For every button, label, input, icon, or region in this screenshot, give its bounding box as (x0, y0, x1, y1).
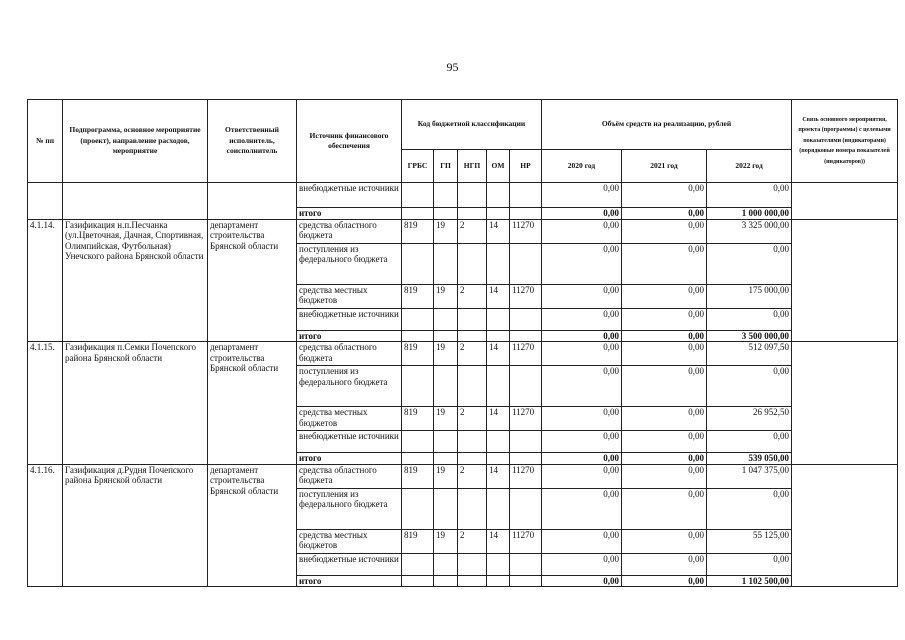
gp-cell: 19 (434, 464, 458, 488)
source-cell: средства местных бюджетов (297, 529, 402, 553)
gp-cell (434, 575, 458, 587)
value-2020: 0,00 (542, 366, 622, 407)
page-number: 95 (446, 60, 459, 74)
value-2020: 0,00 (542, 431, 622, 453)
value-2022: 0,00 (707, 553, 792, 575)
value-2021: 0,00 (622, 553, 707, 575)
gp-cell (434, 243, 458, 284)
grbs-cell (402, 308, 434, 330)
source-cell: средства областного бюджета (297, 219, 402, 243)
ngp-cell: 2 (458, 407, 487, 431)
grbs-cell: 819 (402, 529, 434, 553)
grbs-cell (402, 366, 434, 407)
table-row (28, 183, 898, 208)
value-2022: 55 125,00 (707, 529, 792, 553)
ngp-cell (458, 308, 487, 330)
gp-cell (434, 431, 458, 453)
item-name: Газификация п.Семки Почепского района Брянской области (63, 342, 208, 465)
header-nr: НР (510, 150, 542, 183)
value-2022: 0,00 (707, 431, 792, 453)
value-2020: 0,00 (542, 407, 622, 431)
gp-cell (434, 183, 458, 208)
header-budget-code: Код бюджетной классификации (402, 100, 542, 150)
gp-cell (434, 453, 458, 465)
om-cell (487, 575, 510, 587)
value-2020: 0,00 (542, 208, 622, 220)
om-cell (487, 208, 510, 220)
source-cell: внебюджетные источники (297, 183, 402, 208)
nr-cell (510, 308, 542, 330)
om-cell (487, 553, 510, 575)
header-ngp: НГП (458, 150, 487, 183)
source-cell: поступления из федерального бюджета (297, 366, 402, 407)
ngp-cell: 2 (458, 284, 487, 308)
item-responsible: департамент строительства Брянской области (208, 464, 297, 587)
header-responsible: Ответственный исполнитель, соисполнитель (208, 100, 297, 183)
value-2022: 1 000 000,00 (707, 208, 792, 220)
grbs-cell (402, 183, 434, 208)
header-2021: 2021 год (622, 150, 707, 183)
value-2020: 0,00 (542, 453, 622, 465)
table-row (28, 219, 898, 243)
header-num: № пп (28, 100, 63, 183)
nr-cell: 11270 (510, 407, 542, 431)
header-gp: ГП (434, 150, 458, 183)
grbs-cell (402, 453, 434, 465)
grbs-cell (402, 488, 434, 529)
source-cell: средства областного бюджета (297, 464, 402, 488)
value-2020: 0,00 (542, 342, 622, 366)
value-2022: 175 000,00 (707, 284, 792, 308)
om-cell (487, 366, 510, 407)
nr-cell: 11270 (510, 464, 542, 488)
table-row (28, 464, 898, 488)
name-cell (63, 183, 208, 220)
nr-cell (510, 330, 542, 342)
gp-cell (434, 553, 458, 575)
value-2021: 0,00 (622, 431, 707, 453)
value-2022: 0,00 (707, 183, 792, 208)
item-number: 4.1.16. (28, 464, 63, 587)
item-responsible: департамент строительства Брянской области (208, 342, 297, 465)
item-responsible: департамент строительства Брянской области (208, 219, 297, 342)
value-2020: 0,00 (542, 464, 622, 488)
om-cell (487, 243, 510, 284)
ngp-cell: 2 (458, 342, 487, 366)
grbs-cell (402, 330, 434, 342)
link-cell (792, 464, 898, 587)
om-cell (487, 330, 510, 342)
source-cell: итого (297, 453, 402, 465)
value-2020: 0,00 (542, 183, 622, 208)
grbs-cell (402, 208, 434, 220)
value-2021: 0,00 (622, 308, 707, 330)
header-source: Источник финансового обеспечения (297, 100, 402, 183)
header-2020: 2020 год (542, 150, 622, 183)
gp-cell: 19 (434, 407, 458, 431)
om-cell: 14 (487, 219, 510, 243)
value-2022: 0,00 (707, 308, 792, 330)
value-2020: 0,00 (542, 243, 622, 284)
om-cell: 14 (487, 464, 510, 488)
source-cell: итого (297, 575, 402, 587)
value-2022: 26 952,50 (707, 407, 792, 431)
value-2021: 0,00 (622, 488, 707, 529)
om-cell (487, 488, 510, 529)
grbs-cell (402, 553, 434, 575)
nr-cell: 11270 (510, 529, 542, 553)
gp-cell: 19 (434, 529, 458, 553)
value-2022: 3 325 000,00 (707, 219, 792, 243)
grbs-cell (402, 575, 434, 587)
grbs-cell: 819 (402, 464, 434, 488)
ngp-cell (458, 330, 487, 342)
nr-cell (510, 208, 542, 220)
source-cell: средства областного бюджета (297, 342, 402, 366)
value-2021: 0,00 (622, 243, 707, 284)
om-cell: 14 (487, 284, 510, 308)
grbs-cell (402, 243, 434, 284)
item-name: Газификация н.п.Песчанка (ул.Цветочная, Дачная, Спортивная, Олимпийская, Футбольная) Унечского района Брянской области (63, 219, 208, 342)
value-2020: 0,00 (542, 330, 622, 342)
nr-cell (510, 366, 542, 407)
om-cell (487, 308, 510, 330)
gp-cell (434, 366, 458, 407)
header-volume: Объём средств на реализацию, рублей (542, 100, 792, 150)
gp-cell (434, 488, 458, 529)
item-name: Газификация д.Рудня Почепского района Брянской области (63, 464, 208, 587)
source-cell: внебюджетные источники (297, 308, 402, 330)
source-cell: внебюджетные источники (297, 553, 402, 575)
om-cell (487, 453, 510, 465)
gp-cell (434, 308, 458, 330)
source-cell: итого (297, 208, 402, 220)
ngp-cell (458, 243, 487, 284)
grbs-cell: 819 (402, 342, 434, 366)
source-cell: средства местных бюджетов (297, 407, 402, 431)
grbs-cell: 819 (402, 219, 434, 243)
source-cell: поступления из федерального бюджета (297, 243, 402, 284)
header-grbs: ГРБС (402, 150, 434, 183)
value-2021: 0,00 (622, 529, 707, 553)
value-2022: 1 047 375,00 (707, 464, 792, 488)
source-cell: итого (297, 330, 402, 342)
ngp-cell (458, 431, 487, 453)
grbs-cell: 819 (402, 284, 434, 308)
gp-cell (434, 208, 458, 220)
ngp-cell: 2 (458, 529, 487, 553)
gp-cell: 19 (434, 342, 458, 366)
table-body (28, 183, 898, 587)
nr-cell (510, 488, 542, 529)
budget-table (27, 99, 898, 587)
value-2021: 0,00 (622, 208, 707, 220)
value-2022: 3 500 000,00 (707, 330, 792, 342)
value-2022: 0,00 (707, 488, 792, 529)
source-cell: средства местных бюджетов (297, 284, 402, 308)
om-cell (487, 431, 510, 453)
value-2022: 1 102 500,00 (707, 575, 792, 587)
gp-cell: 19 (434, 284, 458, 308)
value-2021: 0,00 (622, 219, 707, 243)
om-cell: 14 (487, 342, 510, 366)
value-2022: 539 050,00 (707, 453, 792, 465)
value-2020: 0,00 (542, 553, 622, 575)
value-2020: 0,00 (542, 284, 622, 308)
nr-cell (510, 431, 542, 453)
value-2021: 0,00 (622, 575, 707, 587)
ngp-cell (458, 453, 487, 465)
value-2021: 0,00 (622, 284, 707, 308)
num-cell (28, 183, 63, 220)
om-cell: 14 (487, 407, 510, 431)
value-2020: 0,00 (542, 575, 622, 587)
nr-cell (510, 453, 542, 465)
ngp-cell (458, 575, 487, 587)
gp-cell: 19 (434, 219, 458, 243)
ngp-cell (458, 183, 487, 208)
link-cell (792, 183, 898, 220)
value-2021: 0,00 (622, 366, 707, 407)
nr-cell: 11270 (510, 342, 542, 366)
source-cell: внебюджетные источники (297, 431, 402, 453)
value-2021: 0,00 (622, 183, 707, 208)
ngp-cell (458, 553, 487, 575)
header-2022: 2022 год (707, 150, 792, 183)
value-2021: 0,00 (622, 453, 707, 465)
grbs-cell (402, 431, 434, 453)
value-2022: 0,00 (707, 243, 792, 284)
value-2021: 0,00 (622, 464, 707, 488)
value-2020: 0,00 (542, 219, 622, 243)
header-link: Связь основного мероприятия, проекта (программы) с целевыми показателями (индикаторами) (порядковые номера показателей (индикаторов)) (792, 100, 898, 183)
value-2021: 0,00 (622, 342, 707, 366)
table-row (28, 342, 898, 366)
nr-cell: 11270 (510, 219, 542, 243)
nr-cell (510, 243, 542, 284)
link-cell (792, 342, 898, 465)
ngp-cell (458, 488, 487, 529)
header-om: ОМ (487, 150, 510, 183)
value-2022: 0,00 (707, 366, 792, 407)
ngp-cell (458, 366, 487, 407)
value-2021: 0,00 (622, 330, 707, 342)
value-2020: 0,00 (542, 308, 622, 330)
value-2020: 0,00 (542, 529, 622, 553)
value-2021: 0,00 (622, 407, 707, 431)
nr-cell (510, 553, 542, 575)
source-cell: поступления из федерального бюджета (297, 488, 402, 529)
ngp-cell: 2 (458, 464, 487, 488)
om-cell: 14 (487, 529, 510, 553)
nr-cell (510, 575, 542, 587)
item-number: 4.1.14. (28, 219, 63, 342)
om-cell (487, 183, 510, 208)
nr-cell: 11270 (510, 284, 542, 308)
item-number: 4.1.15. (28, 342, 63, 465)
link-cell (792, 219, 898, 342)
ngp-cell: 2 (458, 219, 487, 243)
value-2022: 512 097,50 (707, 342, 792, 366)
header-subprogram: Подпрограмма, основное мероприятие (проект), направление расходов, мероприятие (63, 100, 208, 183)
gp-cell (434, 330, 458, 342)
grbs-cell: 819 (402, 407, 434, 431)
responsible-cell (208, 183, 297, 220)
nr-cell (510, 183, 542, 208)
ngp-cell (458, 208, 487, 220)
value-2020: 0,00 (542, 488, 622, 529)
